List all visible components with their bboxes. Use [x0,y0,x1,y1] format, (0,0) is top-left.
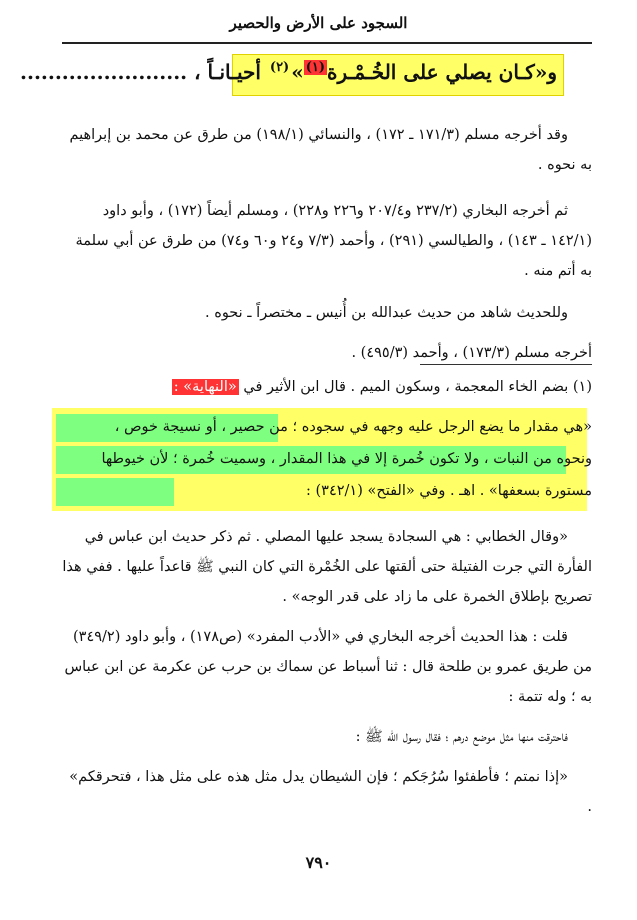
footnote-paragraph-4: فاحترقت منها مثل موضع درهم ؛ فقال رسول الله ﷺ : [355,729,568,745]
header-rule [62,42,592,44]
heading-leader-dots: ........................ [20,60,188,84]
footnote-marker-2[interactable]: (٢) [269,60,290,76]
footnote-paragraph-2: «وقال الخطابي : هي السجادة يسجد عليها المصلي . ثم ذكر حديث ابن عباس في الفأرة التي جرت الفتيلة حتى ألقتها على الخُمْرة التي كان النبي ﷺ قاعداً عليها . ففي هذا تصريح بإطلاق الخمرة على ما زاد على قدر الوجه» . [62,529,592,605]
hadith-heading [20,60,557,84]
paragraph-1: وقد أخرجه مسلم (١٧١/٣ ـ ١٧٢) ، والنسائي (١٩٨/١) من طرق عن محمد بن إبراهيم به نحوه . [69,127,592,173]
running-head: السجود على الأرض والحصير [229,14,408,32]
paragraph-4: أخرجه مسلم (١٧٣/٣) ، وأحمد (٤٩٥/٣) . [351,345,592,361]
paragraph-3: وللحديث شاهد من حديث عبدالله بن أُنيس ـ مختصراً ـ نحوه . [205,305,568,321]
footnote-quote-line-3: مستورة بسعفها» . اهـ . وفي «الفتح» (٣٤٢/١) : [306,483,592,499]
footnote-marker-1[interactable]: (١) [305,60,325,76]
heading-text-post: أحيـانـاً ، [194,60,268,84]
footnote-rule [420,364,592,365]
footnote-quote-line-1: «هي مقدار ما يضع الرجل عليه وجهه في سجوده ؛ من حصير ، أو نسيجة خوص ، [114,419,592,435]
footnote-paragraph-5: «إذا نمتم ؛ فأطفئوا سُرُجَكم ؛ فإن الشيطان يدل مثل هذه على مثل هذا ، فتحرقكم» . [69,769,592,815]
footnote-intro-text: (١) بضم الخاء المعجمة ، وسكون الميم . قال ابن الأثير في [238,379,592,395]
footnote-intro [62,372,592,402]
source-highlight: «النهاية» : [173,379,237,395]
page-number: ٧٩٠ [305,853,332,872]
heading-quote-close: » [291,60,304,84]
footnote-quote-line-2: ونحوه من النبات ، ولا تكون خُمرة إلا في هذا المقدار ، وسميت خُمرة ؛ لأن خيوطها [101,451,592,467]
heading-text-pre: و«كـان يصلي على الخُـمْـرة [327,60,557,84]
paragraph-2: ثم أخرجه البخاري (٢٣٧/٢ و٢٠٧/٤ و٢٢٦ و٢٢٨) ، ومسلم أيضاً (١٧٢) ، وأبو داود (١٤٢/١ ـ ١٤٣) ، والطيالسي (٢٩١) ، وأحمد (٧/٣ و٢٤ و٦٠ و٧٤) من طرق عن أبي سلمة به أتم منه . [75,203,592,279]
footnote-paragraph-3: قلت : هذا الحديث أخرجه البخاري في «الأدب المفرد» (ص١٧٨) ، وأبو داود (٣٤٩/٢) من طريق عمرو بن طلحة قال : ثنا أسباط عن سماك بن حرب عن عكرمة عن ابن عباس به ؛ وله تتمة : [64,629,592,705]
